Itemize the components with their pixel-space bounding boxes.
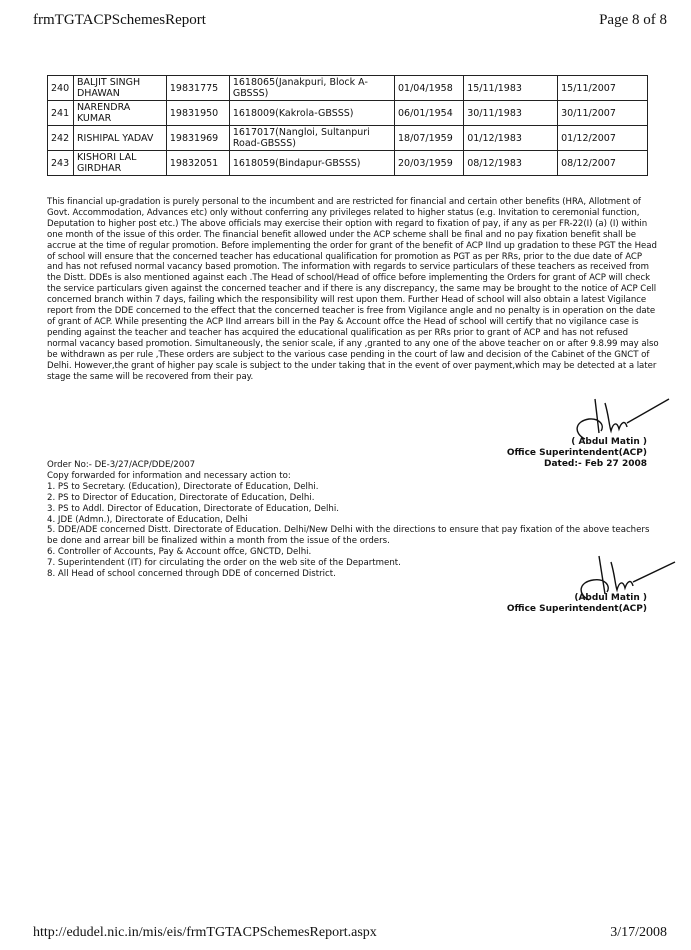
signatory-name: (Abdul Matin ) [574,593,647,603]
cell-dob: 18/07/1959 [395,126,464,151]
cell-sno: 241 [48,101,74,126]
cell-sno: 242 [48,126,74,151]
table-row [48,126,648,151]
cell-emp-id: 19831969 [166,126,229,151]
terms-paragraph: This financial up-gradation is purely personal to the incumbent and are restricted for financial and certain other benefits (HRA, Allotment of Govt. Accommodation, Advances etc) only without conferring any privileges related to higher status (e.g. Invitation to ceremonial function, Deputation to higher post etc.) The above officials may exercise their option with regard to fixation of pay, if any as per FR-22(I) (a) (I) within one month of the issue of this order. The financial benefit allowed under the ACP scheme shall be final and no pay fixation benefit shall be accrue at the time of regular promotion. Before implementing the order for grant of the benefit of ACP IInd up gradation to these PGT the Head of school will ensure that the concerned teacher has educational qualification for promotion as PGT as per RRs, prior to the due date of ACP and has not refused normal vacancy based promotion. The information with regards to service particulars of these teachers as received from the Distt. DDEs is also mentioned against each .The Head of school/Head of office before implementing the Orders for grant of ACP will check the service particulars given against the concerned teacher and if there is any discrepancy, the same may be brought to the notice of ACP Cell concerned branch within 7 days, failing which the responsibility will rest upon them. Further Head of school will also obtain a latest Vigilance report from the DDE concerned to the effect that the concerned teacher is free from Vigilance angle and no penalty is in operation on the date of grant of ACP. While presenting the ACP IInd arrears bill in the Pay & Account offce the Head of school will certify that no vigilance case is pending against the teacher and teacher has acquired the educational qualification as per RRs prior to grant of ACP and has not refused normal vacancy based promotion. Simultaneously, the senior scale, if any ,granted to any one of the above teacher on or after 9.8.99 may also be withdrawn as per rule ,These orders are subject to the various case pending in the court of law and decision of the Cabinet of the GNCT of Delhi. However,the grant of higher pay scale is subject to the under taking that in the event of over payment,which may be detected at a later stage the same will be recovered from their pay. [47,197,659,382]
cell-doj: 08/12/1983 [464,151,558,176]
cell-acp-date: 01/12/2007 [558,126,648,151]
table-row [48,76,648,101]
signatory-name: ( Abdul Matin ) [571,437,647,447]
cell-doj: 01/12/1983 [464,126,558,151]
cell-doj: 30/11/1983 [464,101,558,126]
cell-name: NARENDRA KUMAR [73,101,166,126]
cell-dob: 20/03/1959 [395,151,464,176]
copy-item: 5. DDE/ADE concerned Distt. Directorate of Education. Delhi/New Delhi with the directions to ensure that pay fixation of the above teachers be done and arrear bill be finalized within a month from the issue of the orders. [47,525,650,547]
copy-item: 2. PS to Director of Education, Directorate of Education, Delhi. [47,492,315,503]
cell-name: RISHIPAL YADAV [73,126,166,151]
order-section [47,460,659,580]
copy-item: 8. All Head of school concerned through DDE of concerned District. [47,569,336,580]
cell-dob: 01/04/1958 [395,76,464,101]
cell-school: 1618059(Bindapur-GBSSS) [229,151,394,176]
cell-dob: 06/01/1954 [395,101,464,126]
teacher-table [47,75,648,176]
print-date: 3/17/2008 [610,925,667,940]
table-row [48,101,648,126]
signature-block-2 [507,593,647,615]
signatory-designation: Office Superintendent(ACP) [506,448,647,458]
cell-school: 1618009(Kakrola-GBSSS) [229,101,394,126]
cell-sno: 243 [48,151,74,176]
cell-emp-id: 19832051 [166,151,229,176]
cell-school: 1618065(Janakpuri, Block A-GBSSS) [229,76,394,101]
cell-name: BALJIT SINGH DHAWAN [73,76,166,101]
report-title: frmTGTACPSchemesReport [33,12,206,28]
cell-acp-date: 15/11/2007 [558,76,648,101]
copy-item: 4. JDE (Admn.), Directorate of Education, Delhi [47,514,248,525]
copy-intro: Copy forwarded for information and necessary action to: [47,470,291,481]
page-number: Page 8 of 8 [599,12,667,28]
cell-emp-id: 19831775 [166,76,229,101]
cell-acp-date: 08/12/2007 [558,151,648,176]
page-url: http://edudel.nic.in/mis/eis/frmTGTACPSchemesReport.aspx [33,925,377,940]
copy-item: 3. PS to Addl. Director of Education, Directorate of Education, Delhi. [47,503,339,514]
copy-item: 6. Controller of Accounts, Pay & Account offce, GNCTD, Delhi. [47,547,312,558]
table-row [48,151,648,176]
cell-school: 1617017(Nangloi, Sultanpuri Road-GBSSS) [229,126,394,151]
dated: Dated:- Feb 27 2008 [543,459,647,469]
signature-icon [565,393,675,443]
cell-name: KISHORI LAL GIRDHAR [73,151,166,176]
cell-emp-id: 19831950 [166,101,229,126]
cell-acp-date: 30/11/2007 [558,101,648,126]
cell-sno: 240 [48,76,74,101]
copy-item: 7. Superintendent (IT) for circulating the order on the web site of the Department. [47,558,401,569]
cell-doj: 15/11/1983 [464,76,558,101]
signatory-designation: Office Superintendent(ACP) [506,604,647,614]
copy-item: 1. PS to Secretary. (Education), Directorate of Education, Delhi. [47,481,319,492]
order-number: Order No:- DE-3/27/ACP/DDE/2007 [47,460,196,470]
